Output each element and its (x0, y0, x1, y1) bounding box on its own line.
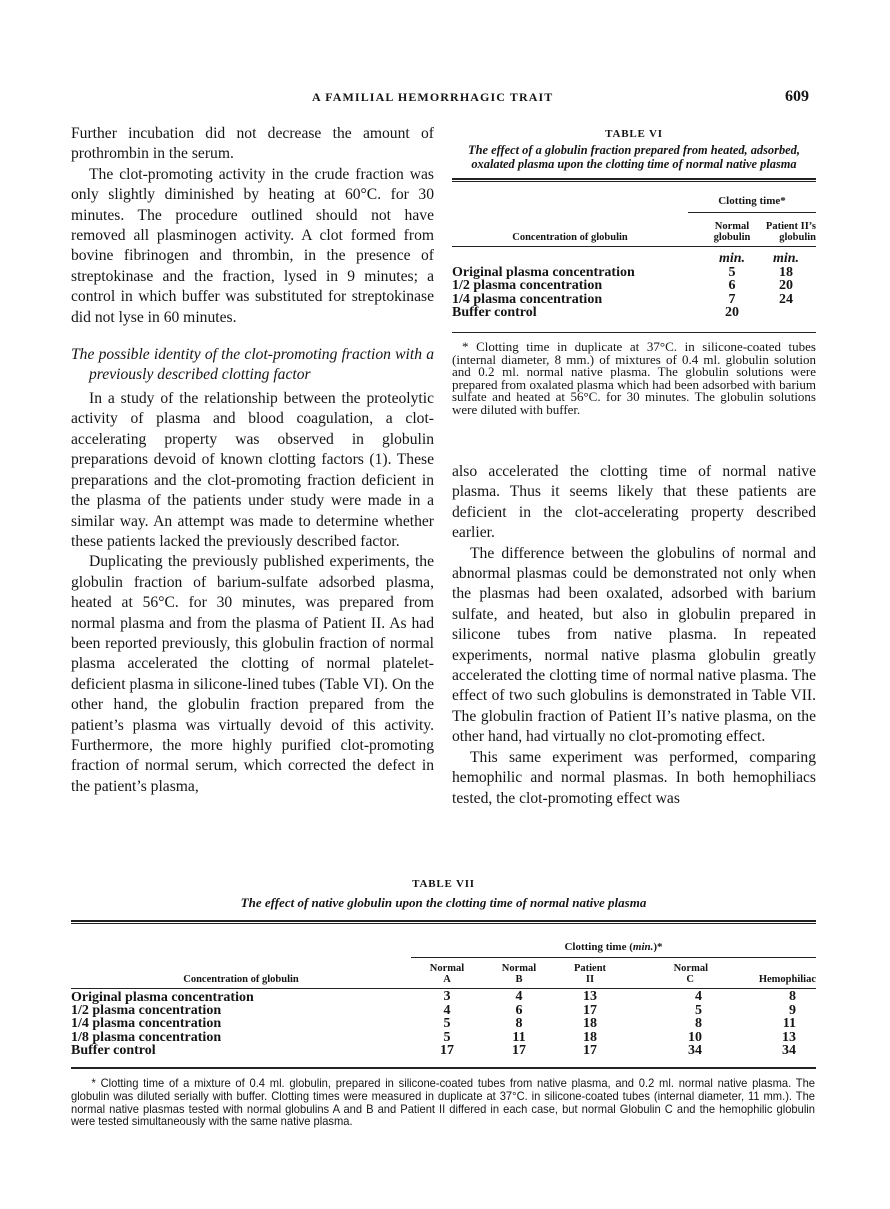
paragraph: The difference between the globulins of normal and abnormal plasmas could be demonstrated not only when the plasmas had been oxalated, adsorbed with barium sulfate, and heated, but also in globulin prepared in silicone tubes from native plasma. In repeated experiments, normal native plasma globulin greatly accelerated the clotting time of normal native plasma. The effect of two such globulins is demonstrated in Table VII. The globulin fraction of Patient II’s native plasma, on the other hand, had virtually no clot-promoting effect. (452, 544, 816, 746)
cell-value: 17 (583, 1003, 597, 1019)
table-row (452, 266, 816, 280)
column-header: Hemophiliac (758, 973, 816, 985)
cell-value: 17 (583, 1042, 597, 1058)
cell-value: 4 (515, 989, 523, 1004)
row-label: 1/8 plasma concentration (71, 1029, 222, 1045)
section-heading: The possible identity of the clot-promoting fraction with a previously described clotting factor (71, 346, 434, 384)
cell-value: 10 (688, 1029, 702, 1045)
cell-value: 34 (782, 1042, 796, 1058)
column-header: Normal B (501, 963, 537, 985)
cell-value: 6 (728, 278, 736, 294)
unit-label: min. (772, 251, 800, 266)
running-header (0, 88, 890, 108)
cell-value: 5 (695, 1003, 702, 1019)
left-column (71, 124, 434, 797)
row-label: Buffer control (452, 305, 537, 321)
cell-value: 8 (789, 989, 796, 1004)
cell-value: 13 (782, 1029, 796, 1045)
cell-value: 4 (443, 1003, 451, 1019)
cell-value: 18 (583, 1029, 597, 1045)
paragraph: This same experiment was performed, comparing hemophilic and normal plasmas. In both hemophiliacs tested, the clot-promoting effect was (452, 748, 816, 807)
table-bottom-rule (452, 332, 816, 333)
cell-value: 9 (789, 1003, 796, 1019)
cell-value: 8 (515, 1016, 523, 1032)
cell-value: 8 (695, 1016, 702, 1032)
table-row (452, 293, 816, 307)
cell-value (756, 306, 816, 332)
table-row (71, 1044, 816, 1068)
group-header: Clotting time (min.)* (411, 924, 816, 958)
column-header: Normal C (673, 963, 708, 985)
table-caption: The effect of native globulin upon the clotting time of normal native plasma (240, 895, 647, 910)
cell-value: 18 (779, 264, 793, 280)
row-label: 1/2 plasma concentration (71, 1003, 222, 1019)
table-bottom-rule (71, 1068, 816, 1069)
table-row (71, 989, 816, 1004)
table-row (71, 1017, 816, 1030)
row-label: Original plasma concentration (452, 264, 635, 280)
paragraph: also accelerated the clotting time of normal native plasma. Thus it seems likely that these patients are deficient in the clot-accelerating property described earlier. (452, 463, 816, 542)
footnote-text: * Clotting time of a mixture of 0.4 ml. globulin, prepared in silicone-coated tubes from native plasma, and 0.2 ml. normal native plasma. The globulin was diluted serially with buffer. Clotting times were measured in duplicate at 37°C. in silicone-coated tubes (internal diameter, 11 mm.). The normal native plasmas tested with normal globulins A and B and Patient II differed in each case, but normal Globulin C and the hemophilic globulin were tested simultaneously with the same native plasma. (71, 1076, 815, 1129)
table-footnote (452, 338, 816, 417)
cell-value: 7 (728, 291, 736, 307)
cell-value: 17 (512, 1042, 526, 1058)
table-vi-grid (452, 182, 816, 333)
row-label: 1/4 plasma concentration (71, 1016, 222, 1032)
row-header: Concentration of globulin (512, 232, 628, 243)
table-label: TABLE VII (412, 878, 475, 890)
cell-value: 11 (512, 1029, 526, 1045)
paragraph: The clot-promoting activity in the crude fraction was only slightly diminished by heating at 60°C. for 30 minutes. The procedure outlined should not have removed all plasminogen activity. A clot formed from bovine fibrinogen and thrombin, in the presence of streptokinase and the fraction, lysed in 9 minutes; a control in which buffer was substituted for streptokinase did not lyse in 60 minutes. (71, 165, 434, 326)
row-label: 1/4 plasma concentration (452, 291, 603, 307)
right-column (452, 462, 816, 809)
column-header: Patient II (573, 963, 607, 985)
table-caption: The effect of a globulin fraction prepared from heated, adsorbed, oxalated plasma upon the clotting time of normal native plasma (468, 143, 800, 171)
cell-value: 5 (443, 1029, 451, 1045)
paragraph: Duplicating the previously published experiments, the globulin fraction of barium-sulfate adsorbed plasma, heated at 56°C. for 30 minutes, was prepared from normal plasma and from the plasma of Patient II. As had been reported previously, this globulin fraction of normal plasma accelerated the clotting of normal platelet-deficient plasma in silicone-lined tubes (Table VI). On the other hand, the globulin fraction prepared from the patient’s plasma was virtually devoid of this activity. Furthermore, the more highly purified clot-promoting fraction of normal serum, which corrected the defect in the patient’s plasma, (71, 553, 434, 795)
cell-value: 3 (443, 989, 451, 1004)
table-row (452, 306, 816, 332)
cell-value: 18 (583, 1016, 597, 1032)
cell-value: 5 (443, 1016, 451, 1032)
group-header: Clotting time* (688, 182, 816, 213)
row-header: Concentration of globulin (183, 973, 299, 985)
cell-value: 13 (583, 989, 597, 1004)
cell-value: 20 (779, 278, 793, 294)
table-vii-grid (71, 924, 816, 1070)
table-footnote (71, 1077, 815, 1128)
row-label: 1/2 plasma concentration (452, 278, 603, 294)
row-label: Original plasma concentration (71, 990, 254, 1005)
cell-value: 6 (515, 1003, 523, 1019)
row-label: Buffer control (71, 1042, 156, 1058)
column-header: Normal globulin (713, 221, 751, 243)
cell-value: 11 (782, 1016, 796, 1032)
running-title: A FAMILIAL HEMORRHAGIC TRAIT (312, 90, 554, 104)
cell-value: 4 (695, 989, 702, 1004)
table-label: TABLE VI (605, 128, 663, 140)
page-number: 609 (785, 88, 809, 105)
column-header: Normal A (429, 963, 465, 985)
table-row (71, 1031, 816, 1044)
cell-value: 20 (725, 305, 739, 321)
cell-value: 5 (728, 264, 736, 280)
paragraph: Further incubation did not decrease the amount of prothrombin in the serum. (71, 125, 434, 163)
cell-value: 17 (440, 1042, 454, 1058)
cell-value: 34 (688, 1042, 702, 1058)
table-row (452, 279, 816, 293)
footnote-text: * Clotting time in duplicate at 37°C. in silicone-coated tubes (internal diameter, 8 mm.) of mixtures of 0.4 ml. globulin solution and 0.2 ml. normal native plasma. The globulin solutions were prepared from oxalated plasma which had been adsorbed with barium sulfate and heated at 56°C. for 30 minutes. The globulin solutions were diluted with buffer. (452, 338, 816, 417)
column-header: Patient II’s globulin (765, 221, 816, 243)
paragraph: In a study of the relationship between the proteolytic activity of plasma and blood coagulation, a clot-accelerating property was observed in globulin preparations devoid of known clotting factors (1). These preparations and the clot-promoting fraction deficient in the plasma of the patients under study were made in a similar way. An attempt was made to determine whether these patients lacked the previously described factor. (71, 390, 434, 550)
table-vi (452, 128, 816, 417)
unit-label: min. (718, 251, 746, 266)
cell-value: 24 (779, 291, 793, 307)
table-vii (71, 878, 816, 1128)
